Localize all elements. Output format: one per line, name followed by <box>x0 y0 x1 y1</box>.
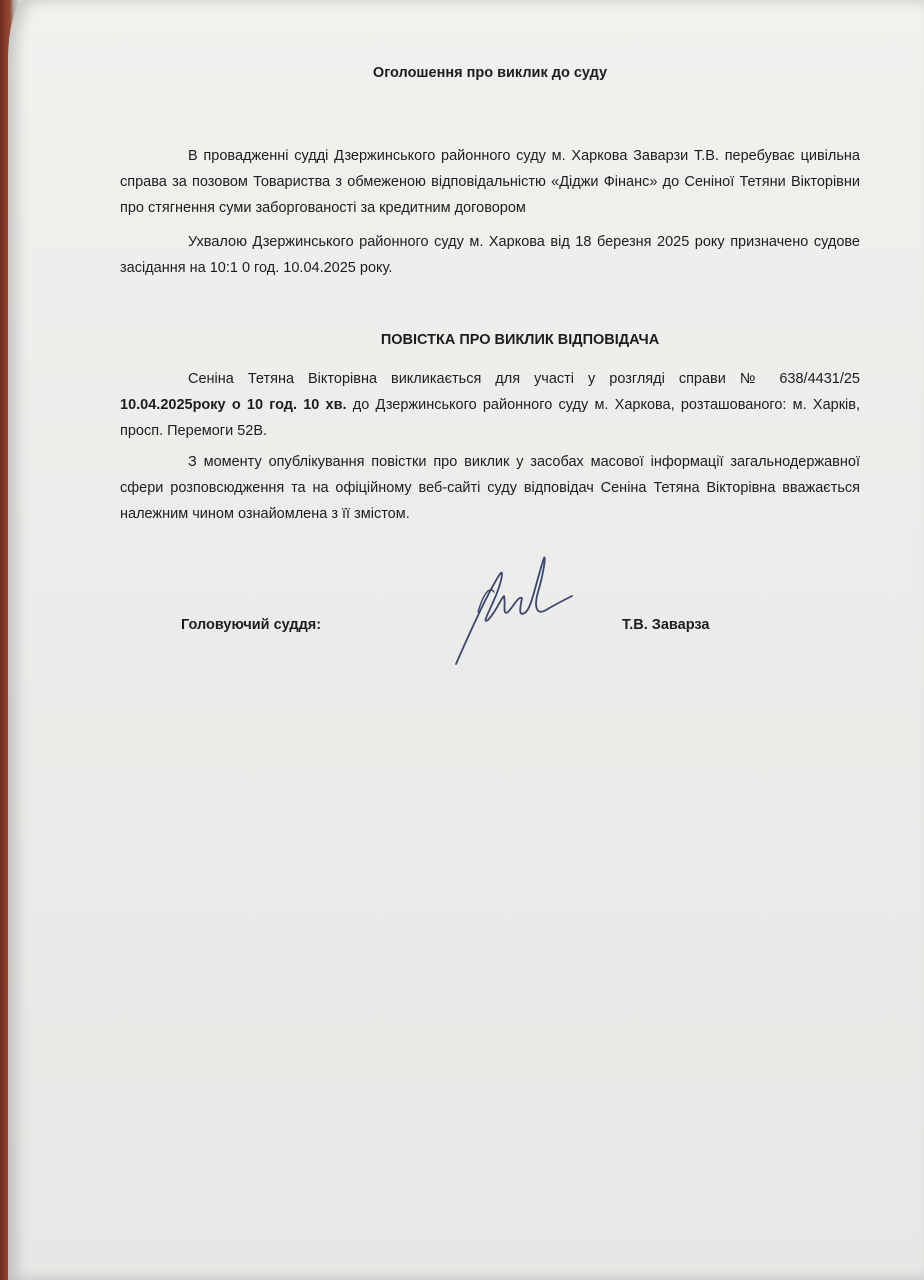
announcement-title: Оголошення про виклик до суду <box>372 65 608 81</box>
announcement-paragraph-1: В провадженні судді Дзержинського районного суду м. Харкова Заварзи Т.В. перебуває цивільна справа за позовом Товариства з обмеженою відповідальністю «Діджи Фінанс» до Сеніної Тетяни Вікторівни про стягнення суми заборгованості за кредитним договором <box>120 148 860 216</box>
summons-paragraph-1 <box>120 366 860 444</box>
summons-paragraph-2: З моменту опублікування повістки про виклик у засобах масової інформації загальнодержавної сфери розповсюдження та на офіційному веб-сайті суду відповідач Сеніна Тетяна Вікторівна вважається належним чином ознайомлена з її змістом. <box>120 454 860 522</box>
summons-text-lead: Сеніна Тетяна Вікторівна викликається для участі у розгляді справи № 638/4431/25 <box>188 371 860 387</box>
handwritten-signature <box>448 552 578 670</box>
summons-title: ПОВІСТКА ПРО ВИКЛИК ВІДПОВІДАЧА <box>380 332 660 348</box>
presiding-judge-label: Головуючий суддя: <box>181 617 322 633</box>
hearing-datetime: 10.04.2025року о 10 год. 10 хв. <box>120 397 347 413</box>
announcement-paragraph-2: Ухвалою Дзержинського районного суду м. Харкова від 18 березня 2025 року призначено судове засідання на 10:1 0 год. 10.04.2025 року. <box>120 234 860 276</box>
summons-text-tail: до Дзержинського районного суду м. Харкова, розташованого: м. Харків, просп. Перемоги 52В. <box>120 397 860 439</box>
judge-name: Т.В. Заварза <box>622 617 710 633</box>
